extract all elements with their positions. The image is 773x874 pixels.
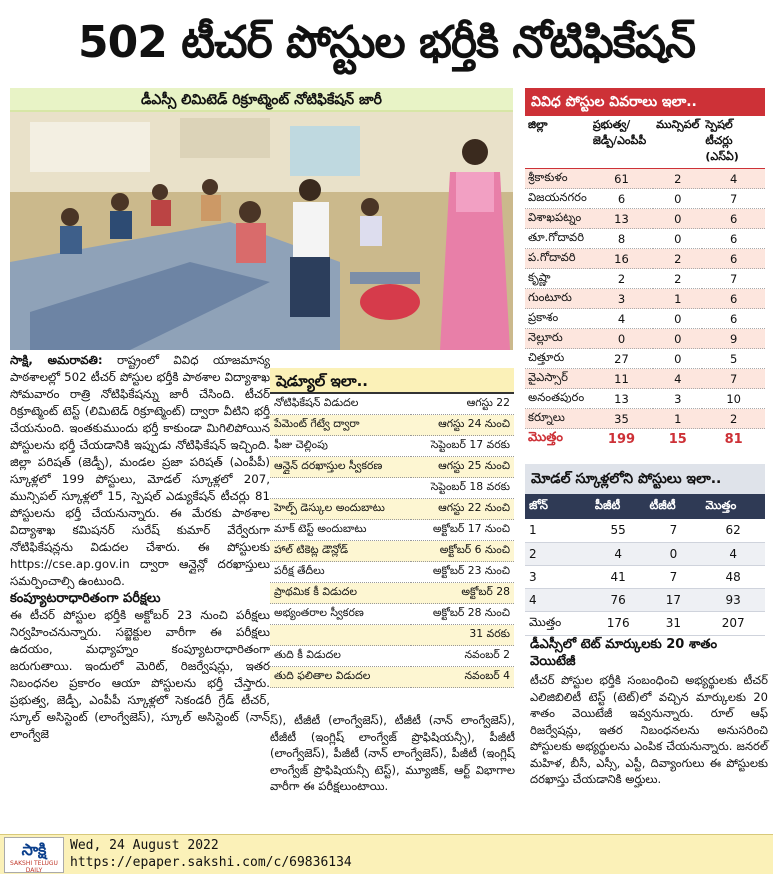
schedule-row xyxy=(270,478,514,499)
schedule-row xyxy=(270,541,514,562)
district-row xyxy=(525,229,765,249)
model-cell-zone: మొత్తం xyxy=(525,611,591,635)
posts-cell-district: నెల్లూరు xyxy=(525,329,590,349)
posts-total-municipal: 15 xyxy=(668,431,687,447)
model-cell-pgt: 41 xyxy=(591,565,646,588)
model-cell-zone: 1 xyxy=(525,519,591,542)
model-header-pgt: పీజీటీ xyxy=(591,494,646,519)
model-cell-zone: 3 xyxy=(525,565,591,588)
tet-heading: డీఎస్సీలో టెట్ మార్కులకు 20 శాతం వెయిటేజీ xyxy=(530,637,718,669)
schedule-table xyxy=(270,394,514,688)
posts-cell-municipal: 1 xyxy=(653,409,702,429)
posts-cell-govt: 2 xyxy=(590,269,653,289)
district-row xyxy=(525,289,765,309)
model-cell-pgt: 4 xyxy=(591,542,646,565)
posts-cell-special: 7 xyxy=(702,189,765,209)
posts-cell-special: 7 xyxy=(702,269,765,289)
posts-total-govt: 199 xyxy=(607,431,636,447)
schedule-box xyxy=(270,368,514,708)
posts-cell-district: అనంతపురం xyxy=(525,389,590,409)
schedule-event: హెల్ప్ డెస్కుల అందుబాటు xyxy=(270,499,411,520)
posts-cell-municipal: 0 xyxy=(653,349,702,369)
posts-cell-district: ప.గోదావరి xyxy=(525,249,590,269)
schedule-event: తుది ఫలితాల విడుదల xyxy=(270,667,411,688)
schedule-row xyxy=(270,604,514,625)
schedule-event xyxy=(270,478,411,499)
schedule-date: నవంబర్ 2 xyxy=(411,646,514,667)
posts-cell-govt: 0 xyxy=(590,329,653,349)
posts-cell-district: గుంటూరు xyxy=(525,289,590,309)
posts-title: వివిధ పోస్టుల వివరాలు ఇలా.. xyxy=(525,88,765,116)
posts-cell-special: 6 xyxy=(702,209,765,229)
posts-cell-municipal: 1 xyxy=(653,289,702,309)
model-table xyxy=(525,494,765,636)
model-cell-total: 48 xyxy=(701,565,765,588)
schedule-date: ఆగస్టు 22 xyxy=(411,394,514,415)
posts-header-municipal: మున్సిపల్ xyxy=(653,116,702,169)
schedule-row xyxy=(270,562,514,583)
schedule-date: అక్టోబర్ 28 నుంచి xyxy=(411,604,514,625)
posts-cell-govt: 27 xyxy=(590,349,653,369)
epaper-link[interactable]: https://epaper.sakshi.com/c/69836134 xyxy=(70,855,352,870)
dateline: సాక్షి, అమరావతి: xyxy=(10,353,103,367)
zone-row xyxy=(525,542,765,565)
zone-row xyxy=(525,565,765,588)
posts-total-district: మొత్తం xyxy=(528,430,563,445)
model-schools-box xyxy=(525,464,765,634)
subheading: కంప్యూటరాధారితంగా పరీక్షలు xyxy=(10,591,161,606)
schedule-event: హాల్ టికెట్ల డౌన్లోడ్ xyxy=(270,541,411,562)
schedule-event: పరీక్ష తేదీలు xyxy=(270,562,411,583)
posts-cell-special: 7 xyxy=(702,369,765,389)
posts-cell-municipal: 0 xyxy=(653,229,702,249)
model-cell-total: 4 xyxy=(701,542,765,565)
schedule-row xyxy=(270,415,514,436)
posts-cell-govt: 8 xyxy=(590,229,653,249)
district-row xyxy=(525,309,765,329)
schedule-row xyxy=(270,625,514,646)
posts-cell-district: ప్రకాశం xyxy=(525,309,590,329)
schedule-date: అక్టోబర్ 6 నుంచి xyxy=(411,541,514,562)
model-cell-pgt: 176 xyxy=(591,611,646,635)
schedule-row xyxy=(270,499,514,520)
posts-header-district: జిల్లా xyxy=(525,116,590,169)
district-row xyxy=(525,269,765,289)
model-cell-total: 93 xyxy=(701,588,765,611)
model-cell-pgt: 76 xyxy=(591,588,646,611)
model-header-tgt: టీజీటీ xyxy=(646,494,702,519)
schedule-date: సెప్టెంబర్ 18 వరకు xyxy=(411,478,514,499)
article-column-3: టీచర్ పోస్టుల భర్తీకి సంబంధించి అభ్యర్థులకు టీచర్ ఎలిజిబిలిటీ టెస్ట్ (టెట్)లో వచ్చిన మార్కులకు 20 శాతం వెయిటేజీ ఇవ్వనున్నారు. రూల్ ఆఫ్ రిజర్వేషన్లు, ఇతర నిబంధనలను అనుసరించి పోస్టులకు అభ్యర్థులను ఎంపిక చేయనున్నారు. జనరల్ మహిళ, బీసీ, ఎస్సీ, ఎస్టీ, దివ్యాంగులు ఈ పోస్టులకు దరఖాస్తు చేయడానికి అర్హులు. xyxy=(530,673,768,786)
posts-cell-municipal: 0 xyxy=(653,329,702,349)
edition-date: Wed, 24 August 2022 xyxy=(70,838,219,853)
schedule-date: ఆగస్టు 25 నుంచి xyxy=(411,457,514,478)
schedule-event: ప్రాథమిక కీ విడుదల xyxy=(270,583,411,604)
schedule-event: ఆన్లైన్ దరఖాస్తుల స్వీకరణ xyxy=(270,457,411,478)
posts-cell-govt: 16 xyxy=(590,249,653,269)
posts-cell-govt: 6 xyxy=(590,189,653,209)
zone-row xyxy=(525,588,765,611)
model-cell-zone: 4 xyxy=(525,588,591,611)
logo-tagline: SAKSHI TELUGU DAILY xyxy=(10,860,58,874)
posts-cell-special: 6 xyxy=(702,289,765,309)
district-row xyxy=(525,389,765,409)
schedule-event: మాక్ టెస్ట్ అందుబాటు xyxy=(270,520,411,541)
schedule-row xyxy=(270,583,514,604)
classroom-photo xyxy=(10,112,513,350)
posts-cell-special: 6 xyxy=(702,309,765,329)
schedule-event: తుది కీ విడుదల xyxy=(270,646,411,667)
schedule-row xyxy=(270,394,514,415)
model-cell-total: 207 xyxy=(701,611,765,635)
posts-cell-municipal: 2 xyxy=(653,249,702,269)
zone-row xyxy=(525,519,765,542)
posts-cell-govt: 3 xyxy=(590,289,653,309)
model-header-total: మొత్తం xyxy=(701,494,765,519)
district-row xyxy=(525,189,765,209)
posts-cell-govt: 61 xyxy=(590,169,653,189)
posts-cell-govt: 11 xyxy=(590,369,653,389)
logo-wordmark: సాక్షి xyxy=(21,840,47,859)
posts-header-special: స్పెషల్ టీచర్లు (ఎస్ఏ) xyxy=(702,116,765,169)
schedule-row xyxy=(270,457,514,478)
schedule-row xyxy=(270,646,514,667)
photo-caption: డీఎస్సీ లిమిటెడ్ రిక్రూట్మెంట్ నోటిఫికేషన్ జారీ xyxy=(10,88,513,112)
schedule-date: అక్టోబర్ 28 xyxy=(411,583,514,604)
posts-cell-municipal: 0 xyxy=(653,309,702,329)
article-column-1 xyxy=(10,352,270,743)
posts-cell-special: 6 xyxy=(702,249,765,269)
posts-cell-govt: 13 xyxy=(590,209,653,229)
posts-cell-municipal: 2 xyxy=(653,269,702,289)
posts-cell-govt: 4 xyxy=(590,309,653,329)
schedule-row xyxy=(270,520,514,541)
paragraph-text: రాష్ట్రంలో వివిధ యాజమాన్య పాఠశాలల్లో 502 టీచర్ పోస్టుల భర్తీకి పాఠశాల విద్యాశాఖ సోమవారం రాత్రి నోటిఫికేషన్ను జారీ చేసింది. టీచర్ రిక్రూట్మెంట్ టెస్ట్ (లిమిటెడ్ రిక్రూట్మెంట్) ద్వారా వీటిని భర్తీ చేయనుంది. ఇంతకుముందు భర్తీ కాకుండా మిగిలిపోయిన పోస్టులను భర్తీ చేయడానికి ఇప్పుడు నోటిఫికేషన్ ఇచ్చింది. జిల్లా పరిషత్ (జెడ్పీ), మండల ప్రజా పరిషత్ (ఎంపీపీ) స్కూళ్లలో 199 పోస్టులు, మోడల్ స్కూళ్లలో 207, మున్సిపల్ స్కూళ్లలో 15, స్పెషల్ ఎడ్యుకేషన్ టీచర్లు 81 పోస్టులను భర్తీ చేయనున్నారు. ఈ మేరకు పాఠశాల విద్యాశాఖ కమిషనర్ సురేష్ కుమార్ వేర్వేరుగా నోటిఫికేషన్లను విడుదల చేశారు. ఈ పోస్టులకు https://cse.ap.gov.in ద్వారా ఆన్లైన్లో దరఖాస్తులు సమర్పించాల్సి ఉంటుంది. xyxy=(10,353,270,588)
posts-cell-municipal: 0 xyxy=(653,189,702,209)
model-cell-tgt: 31 xyxy=(646,611,702,635)
model-cell-tgt: 0 xyxy=(646,542,702,565)
schedule-date: ఆగస్టు 24 నుంచి xyxy=(411,415,514,436)
posts-cell-district: వైఎస్సార్ xyxy=(525,369,590,389)
model-header-zone: జోన్ xyxy=(525,494,591,519)
posts-cell-municipal: 4 xyxy=(653,369,702,389)
model-cell-zone: 2 xyxy=(525,542,591,565)
schedule-event: నోటిఫికేషన్ విడుదల xyxy=(270,394,411,415)
posts-header-govt: ప్రభుత్వ/జెడ్పీ/ఎంపీపీ xyxy=(590,116,653,169)
posts-cell-district: విజయనగరం xyxy=(525,189,590,209)
model-cell-total: 62 xyxy=(701,519,765,542)
posts-cell-municipal: 2 xyxy=(653,169,702,189)
posts-cell-district: శ్రీకాకుళం xyxy=(525,169,590,189)
posts-cell-special: 9 xyxy=(702,329,765,349)
posts-cell-special: 6 xyxy=(702,229,765,249)
district-row xyxy=(525,249,765,269)
posts-cell-special: 5 xyxy=(702,349,765,369)
posts-cell-govt: 13 xyxy=(590,389,653,409)
posts-total-special: 81 xyxy=(724,431,743,447)
model-title: మోడల్ స్కూళ్లలోని పోస్టులు ఇలా.. xyxy=(525,464,765,494)
model-cell-tgt: 7 xyxy=(646,565,702,588)
headline: 502 టీచర్ పోస్టుల భర్తీకి నోటిఫికేషన్ xyxy=(78,17,695,68)
schedule-title: షెడ్యూల్ ఇలా.. xyxy=(270,368,514,394)
posts-cell-district: కృష్ణా xyxy=(525,269,590,289)
posts-cell-district: విశాఖపట్నం xyxy=(525,209,590,229)
article-column-2: స్), టీజీటీ (లాంగ్వేజెస్), టీజీటీ (నాన్ లాంగ్వేజెస్), టీజీటీ (ఇంగ్లిష్ లాంగ్వేజ్ ప్రొఫిషియన్సీ), పీజీటీ (లాంగ్వేజెస్), పీజీటీ (నాన్ లాంగ్వేజెస్), పీజీటీ (ఇంగ్లిష్ లాంగ్వేజ్ ప్రొఫిషియన్సీ టెస్ట్), మ్యూజిక్, ఆర్ట్ విభాగాల వారీగా ఈ పరీక్షలుంటాయి. xyxy=(270,713,515,793)
district-row xyxy=(525,349,765,369)
article-paragraph: ఈ టీచర్ పోస్టుల భర్తీకి అక్టోబర్ 23 నుంచి పరీక్షలు నిర్వహించనున్నారు. సబ్జెక్టుల వారీగా ఈ పరీక్షలు ఉదయం, మధ్యాహ్నం కంప్యూటరాధారితంగా జరుగుతాయి. ఇందులో మెరిట్, రిజర్వేషన్లు, ఇతర నిబంధనల ప్రకారం ఆయా పోస్టులను భర్తీ చేస్తారు. ప్రభుత్వ, జెడ్పీ, ఎంపీపీ స్కూళ్లలో సెకండరీ గ్రేడ్ టీచర్, స్కూల్ అసిస్టెంట్ (లాంగ్వేజెస్), స్కూల్ అసిస్టెంట్ (నాన్ లాంగ్వేజె xyxy=(10,608,270,741)
footer-bar xyxy=(0,834,773,874)
posts-cell-special: 2 xyxy=(702,409,765,429)
posts-table xyxy=(525,116,765,449)
district-row xyxy=(525,169,765,189)
district-row xyxy=(525,409,765,429)
posts-cell-district: చిత్తూరు xyxy=(525,349,590,369)
posts-total-row xyxy=(525,429,765,450)
posts-cell-govt: 35 xyxy=(590,409,653,429)
district-row xyxy=(525,209,765,229)
schedule-row xyxy=(270,436,514,457)
schedule-date: అక్టోబర్ 17 నుంచి xyxy=(411,520,514,541)
schedule-date: అక్టోబర్ 23 నుంచి xyxy=(411,562,514,583)
model-cell-pgt: 55 xyxy=(591,519,646,542)
schedule-date: సెప్టెంబర్ 17 వరకు xyxy=(411,436,514,457)
schedule-date: ఆగస్టు 22 నుంచి xyxy=(411,499,514,520)
schedule-date: నవంబర్ 4 xyxy=(411,667,514,688)
schedule-event xyxy=(270,625,411,646)
model-cell-tgt: 7 xyxy=(646,519,702,542)
posts-cell-district: కర్నూలు xyxy=(525,409,590,429)
sakshi-logo[interactable] xyxy=(4,837,64,873)
model-cell-tgt: 17 xyxy=(646,588,702,611)
posts-cell-district: తూ.గోదావరి xyxy=(525,229,590,249)
schedule-event: ఫీజు చెల్లింపు xyxy=(270,436,411,457)
schedule-row xyxy=(270,667,514,688)
posts-box xyxy=(525,88,765,453)
posts-cell-municipal: 3 xyxy=(653,389,702,409)
posts-cell-special: 4 xyxy=(702,169,765,189)
zone-row xyxy=(525,611,765,635)
posts-cell-special: 10 xyxy=(702,389,765,409)
schedule-event: పేమెంట్ గేట్వే ద్వారా xyxy=(270,415,411,436)
article-paragraph xyxy=(10,352,270,590)
posts-cell-municipal: 0 xyxy=(653,209,702,229)
district-row xyxy=(525,329,765,349)
schedule-event: అభ్యంతరాల స్వీకరణ xyxy=(270,604,411,625)
district-row xyxy=(525,369,765,389)
schedule-date: 31 వరకు xyxy=(411,625,514,646)
